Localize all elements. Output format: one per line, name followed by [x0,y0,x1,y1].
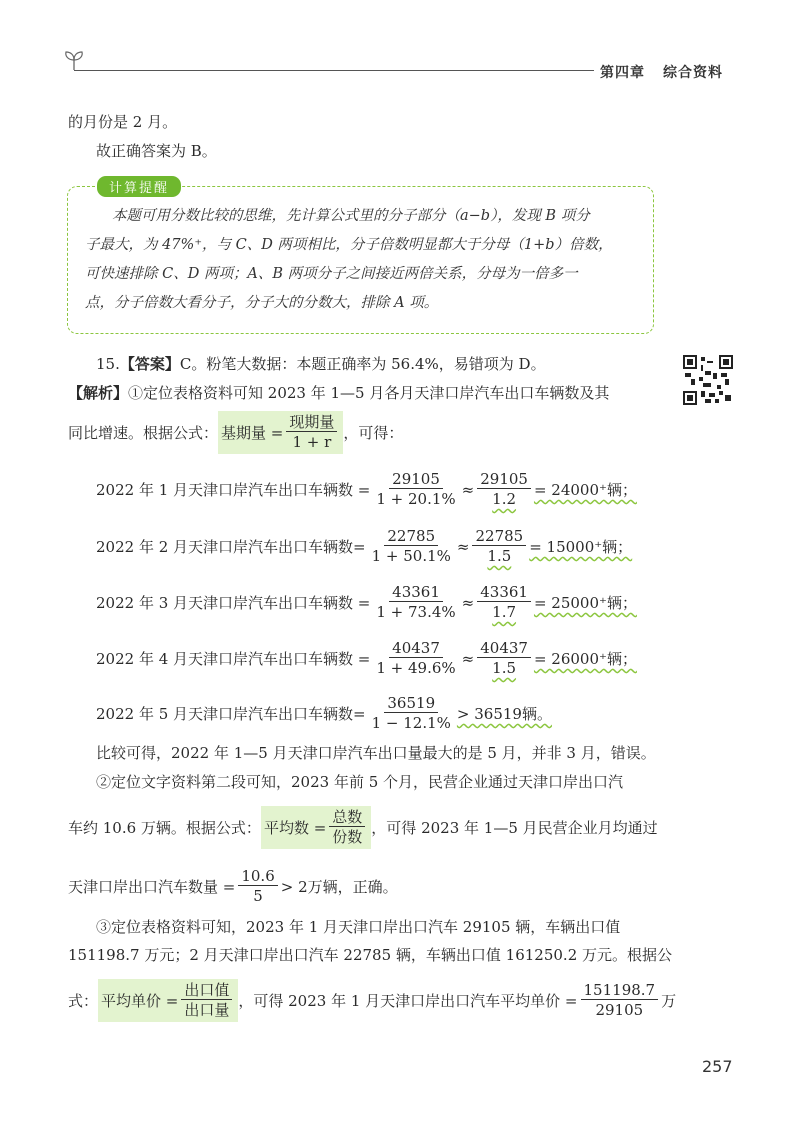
part2-pre: 车约 10.6 万辆。根据公式： [68,818,261,837]
calc-op: ≈ [456,537,470,556]
calc-result: = 25000⁺辆； [533,594,637,612]
calc-result: = 15000⁺辆； [529,538,633,556]
part3-result-den: 29105 [595,1000,644,1019]
part2-post: ，可得 2023 年 1—5 月民营企业月均通过 [371,818,658,837]
answer-line [96,353,546,375]
tip-line-3: 可快速排除 C、D 两项；A、B 两项分子之间接近两倍关系，分母为一倍多一 [85,266,578,282]
chapter-title: 综合资料 [663,65,723,81]
leaf-icon [62,50,86,72]
calc-den: 1 − 12.1% [371,714,451,732]
header-rule [74,70,594,71]
formula-base-pre: 同比增速。根据公式： [68,423,219,442]
calc-den-2: 1.2 [492,490,517,508]
tip-line-1: 本题可用分数比较的思维，先计算公式里的分子部分（a−b），发现 B 项分 [112,208,590,224]
calc-den-2: 1.5 [487,547,512,565]
calc-row-1 [96,470,637,509]
formula-base [218,411,343,454]
calc-num-2: 22785 [472,527,526,546]
calc-num: 40437 [389,639,443,658]
formula-average-lhs: 平均数 = [263,818,327,837]
page-number: 257 [702,1057,733,1076]
intro-line-2: 故正确答案为 B。 [96,142,217,160]
part3-mid: ，可得 2023 年 1 月天津口岸出口汽车平均单价 = [238,991,578,1010]
calc-label: 2022 年 5 月天津口岸汽车出口车辆数= [96,705,366,723]
calc-den: 1 + 73.4% [376,603,456,621]
calc-num: 36519 [384,694,438,713]
qr-code-icon [683,355,733,405]
calc-num: 29105 [389,470,443,489]
part2-l3-post: > 2万辆，正确。 [280,877,398,896]
calc-op: ≈ [461,649,475,668]
part3-line-1: ③定位表格资料可知，2023 年 1 月天津口岸出口汽车 29105 辆，车辆出口值 [96,918,621,936]
formula-base-post: ，可得： [343,423,404,442]
tip-line-2: 子最大，为 47%⁺，与 C、D 两项相比，分子倍数明显都大于分母（1+b）倍数， [85,237,613,253]
analysis-text: ①定位表格资料可知 2023 年 1—5 月各月天津口岸汽车出口车辆数及其 [128,384,610,402]
calc-den: 1 + 20.1% [376,490,456,508]
part2-l3-num: 10.6 [238,867,277,886]
calc-row-5 [96,694,552,733]
part3-result-num: 151198.7 [581,981,659,1000]
part3-pre: 式： [68,991,99,1010]
calc-num: 43361 [389,583,443,602]
formula-base-line [68,410,403,454]
compare-line: 比较可得，2022 年 1—5 月天津口岸汽车出口量最大的是 5 月，并非 3 月，错误。 [96,744,656,762]
calc-op: ≈ [461,480,475,499]
formula-average-den: 份数 [332,827,363,846]
part3-post: 万 [661,991,677,1010]
calc-op: ≈ [461,593,475,612]
formula-base-lhs: 基期量 = [221,423,284,442]
part2-l3-pre: 天津口岸出口汽车数量 = [68,877,236,896]
formula-unit-price [98,979,238,1022]
answer-text: C。粉笔大数据：本题正确率为 56.4%，易错项为 D。 [179,355,546,373]
formula-base-den: 1 + r [292,432,332,451]
formula-base-num: 现期量 [286,413,337,432]
chapter-label: 第四章 [600,65,645,81]
calc-den-2: 1.7 [492,603,517,621]
calc-label: 2022 年 2 月天津口岸汽车出口车辆数= [96,538,366,556]
calc-result: > 36519辆。 [456,705,552,723]
calc-label: 2022 年 1 月天津口岸汽车出口车辆数 = [96,481,371,499]
intro-line-1: 的月份是 2 月。 [68,113,178,131]
calc-num-2: 29105 [477,470,531,489]
question-number: 15. [96,355,120,373]
formula-unit-price-num: 出口值 [181,981,232,1000]
calc-row-4 [96,639,637,678]
calc-den: 1 + 50.1% [371,547,451,565]
tip-line-4: 点，分子倍数大看分子，分子大的分数大，排除 A 项。 [85,295,439,311]
calc-num-2: 40437 [477,639,531,658]
calc-den: 1 + 49.6% [376,659,456,677]
answer-label: 【答案】 [119,355,180,373]
part2-l3-den: 5 [253,886,263,905]
part2-line-3 [68,864,398,908]
calc-den-2: 1.5 [492,659,517,677]
calc-num: 22785 [384,527,438,546]
running-header [600,62,741,82]
calc-num-2: 43361 [477,583,531,602]
part3-line-2: 151198.7 万元；2 月天津口岸出口汽车 22785 辆，车辆出口值 161250.2 万元。根据公 [68,946,673,964]
calc-label: 2022 年 3 月天津口岸汽车出口车辆数 = [96,594,371,612]
calc-row-3 [96,583,637,622]
part2-line-2 [68,805,658,849]
calc-row-2 [96,527,632,566]
analysis-label: 【解析】 [68,384,129,402]
analysis-line [68,382,609,404]
part3-line-3 [68,978,676,1022]
calc-result: = 24000⁺辆； [533,481,637,499]
formula-average-num: 总数 [329,808,365,827]
calc-result: = 26000⁺辆； [533,650,637,668]
calc-label: 2022 年 4 月天津口岸汽车出口车辆数 = [96,650,371,668]
formula-unit-price-den: 出口量 [184,1000,230,1019]
formula-unit-price-lhs: 平均单价 = [101,991,179,1010]
part2-line-1: ②定位文字资料第二段可知，2023 年前 5 个月，民营企业通过天津口岸出口汽 [96,773,624,791]
formula-average [261,806,371,849]
tip-label: 计算提醒 [97,176,181,197]
